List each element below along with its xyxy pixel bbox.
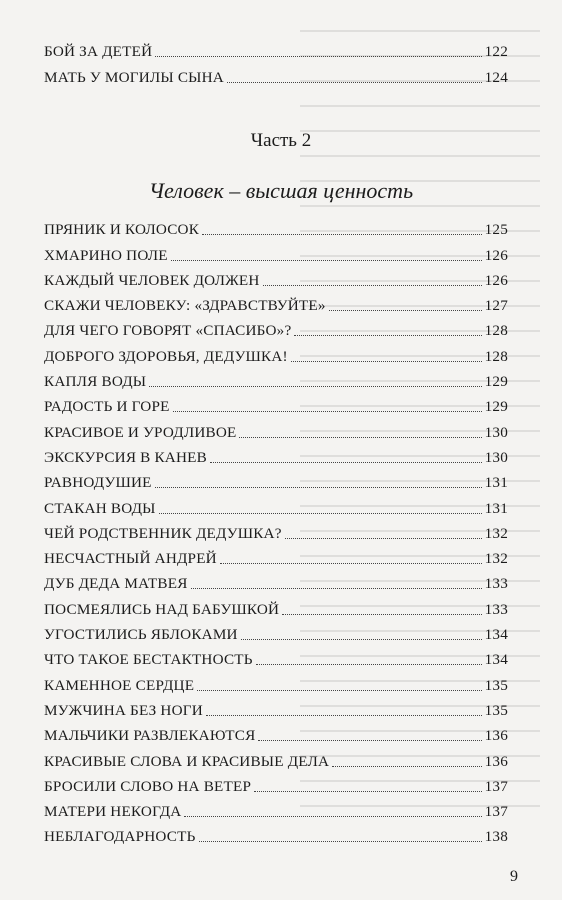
toc-entry — [44, 366, 508, 391]
toc-entry-title: БРОСИЛИ СЛОВО НА ВЕТЕР — [44, 777, 252, 795]
toc-entry-title: НЕСЧАСТНЫЙ АНДРЕЙ — [44, 550, 217, 568]
toc-entry-page: 136 — [484, 727, 508, 745]
toc-entry-page: 128 — [484, 347, 508, 365]
toc-entry — [44, 391, 508, 416]
toc-entry — [44, 518, 508, 543]
toc-entry-page: 131 — [484, 499, 508, 517]
toc-entry-page: 125 — [484, 221, 508, 239]
toc-entry — [44, 492, 508, 517]
leader-dots — [254, 790, 481, 792]
leader-dots — [202, 233, 482, 235]
toc-entry-page: 130 — [484, 448, 508, 466]
toc-entry — [44, 593, 508, 618]
toc-entry-page: 137 — [484, 803, 508, 821]
toc-entry-title: КРАСИВЫЕ СЛОВА И КРАСИВЫЕ ДЕЛА — [44, 752, 330, 770]
leader-dots — [191, 587, 482, 589]
leader-dots — [155, 55, 481, 57]
toc-entry-title: СТАКАН ВОДЫ — [44, 499, 156, 517]
toc-entry-title: ДУБ ДЕДА МАТВЕЯ — [44, 575, 188, 593]
leader-dots — [258, 739, 481, 741]
toc-entry — [44, 695, 508, 720]
toc-entry-title: МАТЬ У МОГИЛЫ СЫНА — [44, 68, 224, 86]
leader-dots — [171, 259, 482, 261]
toc-top-list — [44, 36, 508, 87]
leader-dots — [184, 815, 481, 817]
toc-entry-title: ДОБРОГО ЗДОРОВЬЯ, ДЕДУШКА! — [44, 347, 288, 365]
toc-entry-page: 129 — [484, 398, 508, 416]
leader-dots — [241, 638, 482, 640]
toc-entry — [44, 214, 508, 239]
leader-dots — [206, 714, 482, 716]
leader-dots — [149, 385, 481, 387]
toc-entry — [44, 265, 508, 290]
toc-entry-title: РАДОСТЬ И ГОРЕ — [44, 398, 170, 416]
toc-entry-page: 136 — [484, 752, 508, 770]
toc-entry-page: 127 — [484, 297, 508, 315]
toc-entry-page: 137 — [484, 777, 508, 795]
leader-dots — [220, 562, 482, 564]
toc-entry-title: РАВНОДУШИЕ — [44, 474, 152, 492]
toc-entry-title: МАТЕРИ НЕКОГДА — [44, 803, 182, 821]
toc-entry — [44, 644, 508, 669]
toc-entry-title: БОЙ ЗА ДЕТЕЙ — [44, 43, 153, 61]
toc-entry-page: 122 — [484, 43, 508, 61]
leader-dots — [329, 309, 482, 311]
toc-entry-title: ПРЯНИК И КОЛОСОК — [44, 221, 200, 239]
toc-entry — [44, 290, 508, 315]
toc-entry-title: НЕБЛАГОДАРНОСТЬ — [44, 828, 196, 846]
toc-main-list — [44, 214, 508, 846]
leader-dots — [210, 461, 482, 463]
toc-entry-page: 131 — [484, 474, 508, 492]
section-heading: Человек – высшая ценность — [148, 178, 414, 203]
toc-entry-page: 132 — [484, 524, 508, 542]
toc-entry — [44, 467, 508, 492]
toc-entry — [44, 239, 508, 264]
toc-entry-page: 135 — [484, 701, 508, 719]
leader-dots — [282, 613, 481, 615]
toc-entry-title: ПОСМЕЯЛИСЬ НАД БАБУШКОЙ — [44, 600, 280, 618]
toc-entry-page: 133 — [484, 575, 508, 593]
toc-entry — [44, 315, 508, 340]
leader-dots — [227, 81, 482, 83]
leader-dots — [285, 537, 482, 539]
toc-entry-page: 134 — [484, 626, 508, 644]
leader-dots — [332, 765, 481, 767]
toc-entry-title: ЭКСКУРСИЯ В КАНЕВ — [44, 448, 207, 466]
toc-entry — [44, 543, 508, 568]
leader-dots — [199, 840, 482, 842]
toc-entry-page: 126 — [484, 271, 508, 289]
toc-entry — [44, 771, 508, 796]
leader-dots — [173, 410, 482, 412]
toc-entry-title: МАЛЬЧИКИ РАЗВЛЕКАЮТСЯ — [44, 727, 256, 745]
leader-dots — [159, 512, 482, 514]
toc-entry — [44, 720, 508, 745]
toc-entry — [44, 416, 508, 441]
toc-entry-page: 133 — [484, 600, 508, 618]
toc-entry — [44, 36, 508, 61]
toc-entry-title: ДЛЯ ЧЕГО ГОВОРЯТ «СПАСИБО»? — [44, 322, 292, 340]
toc-entry-title: КАЖДЫЙ ЧЕЛОВЕК ДОЛЖЕН — [44, 271, 260, 289]
page-number: 9 — [510, 868, 518, 885]
leader-dots — [197, 689, 481, 691]
toc-entry-title: ЧЕЙ РОДСТВЕННИК ДЕДУШКА? — [44, 524, 282, 542]
toc-entry-title: КРАСИВОЕ И УРОДЛИВОЕ — [44, 423, 237, 441]
toc-entry-title: ЧТО ТАКОЕ БЕСТАКТНОСТЬ — [44, 651, 253, 669]
toc-entry-page: 135 — [484, 676, 508, 694]
toc-entry-title: СКАЖИ ЧЕЛОВЕКУ: «ЗДРАВСТВУЙТЕ» — [44, 297, 326, 315]
toc-entry-page: 129 — [484, 373, 508, 391]
toc-entry-title: МУЖЧИНА БЕЗ НОГИ — [44, 701, 203, 719]
leader-dots — [256, 663, 482, 665]
toc-entry-page: 130 — [484, 423, 508, 441]
toc-entry — [44, 745, 508, 770]
leader-dots — [291, 360, 482, 362]
toc-entry — [44, 340, 508, 365]
toc-entry — [44, 568, 508, 593]
toc-entry-page: 138 — [484, 828, 508, 846]
toc-entry — [44, 61, 508, 86]
toc-entry — [44, 821, 508, 846]
leader-dots — [263, 284, 482, 286]
toc-entry — [44, 442, 508, 467]
toc-entry-page: 132 — [484, 550, 508, 568]
toc-entry-page: 134 — [484, 651, 508, 669]
toc-entry-title: ХМАРИНО ПОЛЕ — [44, 246, 168, 264]
toc-entry — [44, 796, 508, 821]
leader-dots — [239, 436, 481, 438]
leader-dots — [155, 486, 482, 488]
toc-entry — [44, 669, 508, 694]
toc-entry-page: 126 — [484, 246, 508, 264]
toc-entry-title: КАПЛЯ ВОДЫ — [44, 373, 147, 391]
toc-entry — [44, 619, 508, 644]
toc-entry-page: 128 — [484, 322, 508, 340]
toc-entry-page: 124 — [484, 68, 508, 86]
leader-dots — [294, 334, 481, 336]
toc-entry-title: УГОСТИЛИСЬ ЯБЛОКАМИ — [44, 626, 238, 644]
part-heading: Часть 2 — [250, 130, 312, 151]
toc-entry-title: КАМЕННОЕ СЕРДЦЕ — [44, 676, 195, 694]
